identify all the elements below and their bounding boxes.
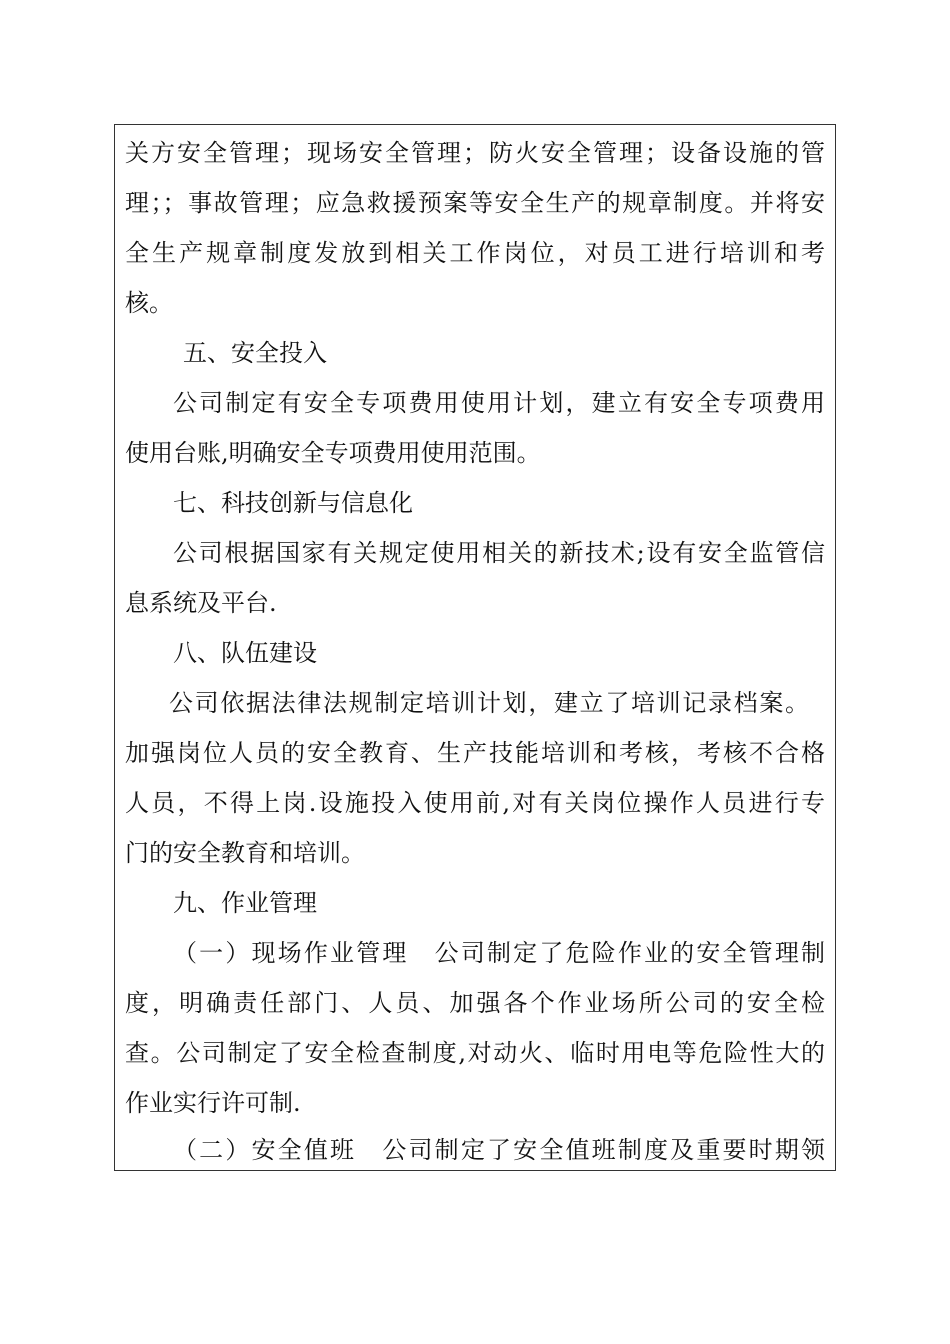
text-line: 查。公司制定了安全检查制度,对动火、临时用电等危险性大的: [125, 1039, 825, 1067]
section-heading: 八、队伍建设: [173, 639, 317, 667]
text-line: 作业实行许可制.: [125, 1089, 301, 1117]
text-line: 关方安全管理；现场安全管理；防火安全管理；设备设施的管: [125, 139, 825, 167]
paragraph-first-line: 公司制定有安全专项费用使用计划，建立有安全专项费用: [173, 389, 825, 417]
section-heading: 九、作业管理: [173, 889, 317, 917]
text-line: 门的安全教育和培训。: [125, 839, 365, 867]
paragraph-first-line: 公司依据法律法规制定培训计划，建立了培训记录档案。: [169, 689, 809, 717]
text-line: 息系统及平台.: [125, 589, 277, 617]
paragraph-first-line: （一）现场作业管理 公司制定了危险作业的安全管理制: [173, 939, 825, 967]
text-line: 人员，不得上岗.设施投入使用前,对有关岗位操作人员进行专: [125, 789, 825, 817]
document-frame: [114, 124, 836, 1171]
text-line: 全生产规章制度发放到相关工作岗位，对员工进行培训和考: [125, 239, 825, 267]
text-line: 核。: [125, 289, 173, 317]
text-line: 理；；事故管理；应急救援预案等安全生产的规章制度。并将安: [125, 189, 825, 217]
section-heading: 五、安全投入: [183, 339, 327, 367]
text-line: 度，明确责任部门、人员、加强各个作业场所公司的安全检: [125, 989, 825, 1017]
text-line: 加强岗位人员的安全教育、生产技能培训和考核，考核不合格: [125, 739, 825, 767]
section-heading: 七、科技创新与信息化: [173, 489, 413, 517]
text-line: 使用台账,明确安全专项费用使用范围。: [125, 439, 541, 467]
paragraph-first-line: 公司根据国家有关规定使用相关的新技术;设有安全监管信: [173, 539, 825, 567]
paragraph-first-line: （二）安全值班 公司制定了安全值班制度及重要时期领: [173, 1136, 825, 1164]
